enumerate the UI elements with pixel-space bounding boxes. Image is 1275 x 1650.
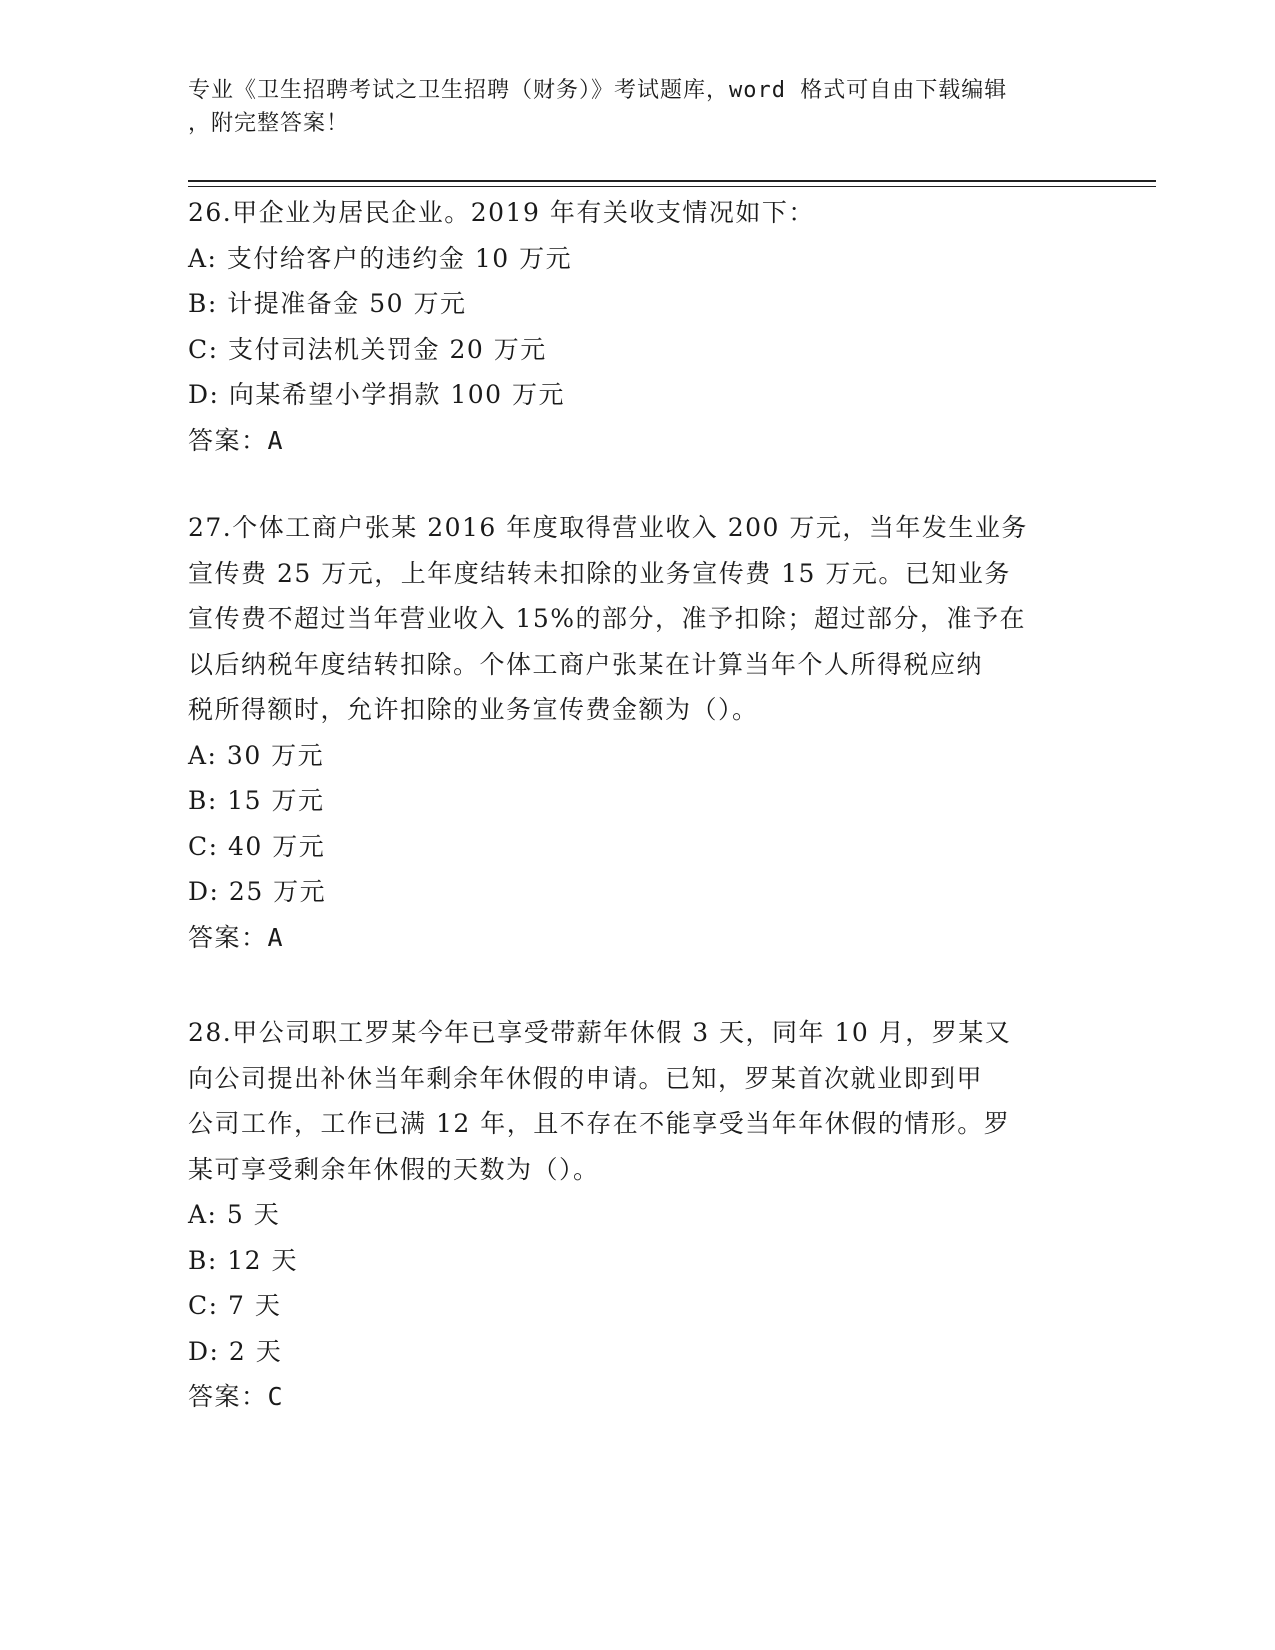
header-line-2: ，附完整答案！ xyxy=(188,111,350,136)
question-stem: 28.甲公司职工罗某今年已享受带薪年休假 3 天，同年 10 月，罗某又 xyxy=(188,1018,1012,1047)
question-stem: 向公司提出补休当年剩余年休假的申请。已知，罗某首次就业即到甲 xyxy=(188,1063,984,1093)
answer-label: 答案：C xyxy=(188,1382,285,1411)
option-a: A: 30 万元 xyxy=(188,740,325,770)
question-stem: 26.甲企业为居民企业。2019 年有关收支情况如下： xyxy=(188,198,815,227)
header-line-1: 专业《卫生招聘考试之卫生招聘（财务）》考试题库，word 格式可自由下载编辑 xyxy=(188,78,1008,103)
answer-label: 答案：A xyxy=(188,425,285,455)
option-b: B: 计提准备金 50 万元 xyxy=(188,289,467,318)
header-divider-thick xyxy=(188,180,1156,182)
option-b: B: 15 万元 xyxy=(188,786,325,815)
question-26 xyxy=(188,190,1088,463)
header-divider-thin xyxy=(188,186,1156,187)
question-stem: 某可享受剩余年休假的天数为（）。 xyxy=(188,1154,600,1184)
question-stem: 公司工作，工作已满 12 年，且不存在不能享受当年年休假的情形。罗 xyxy=(188,1109,1011,1138)
question-stem: 以后纳税年度结转扣除。个体工商户张某在计算当年个人所得税应纳 xyxy=(188,649,984,679)
option-c: C: 40 万元 xyxy=(188,831,326,861)
question-28 xyxy=(188,1010,1088,1420)
option-c: C: 7 天 xyxy=(188,1291,282,1320)
option-d: D: 2 天 xyxy=(188,1336,283,1366)
question-stem: 27.个体工商户张某 2016 年度取得营业收入 200 万元，当年发生业务 xyxy=(188,513,1028,542)
question-stem: 宣传费 25 万元，上年度结转未扣除的业务宣传费 15 万元。已知业务 xyxy=(188,558,1011,588)
answer-label: 答案：A xyxy=(188,922,285,952)
option-b: B: 12 天 xyxy=(188,1245,298,1275)
option-a: A: 支付给客户的违约金 10 万元 xyxy=(188,243,573,273)
question-stem: 税所得额时，允许扣除的业务宣传费金额为（）。 xyxy=(188,695,759,724)
question-27 xyxy=(188,505,1088,960)
option-c: C: 支付司法机关罚金 20 万元 xyxy=(188,334,547,364)
question-stem: 宣传费不超过当年营业收入 15%的部分，准予扣除；超过部分，准予在 xyxy=(188,604,1027,633)
option-a: A: 5 天 xyxy=(188,1200,281,1229)
document-header xyxy=(188,74,1068,140)
option-d: D: 25 万元 xyxy=(188,877,327,906)
option-d: D: 向某希望小学捐款 100 万元 xyxy=(188,380,566,409)
